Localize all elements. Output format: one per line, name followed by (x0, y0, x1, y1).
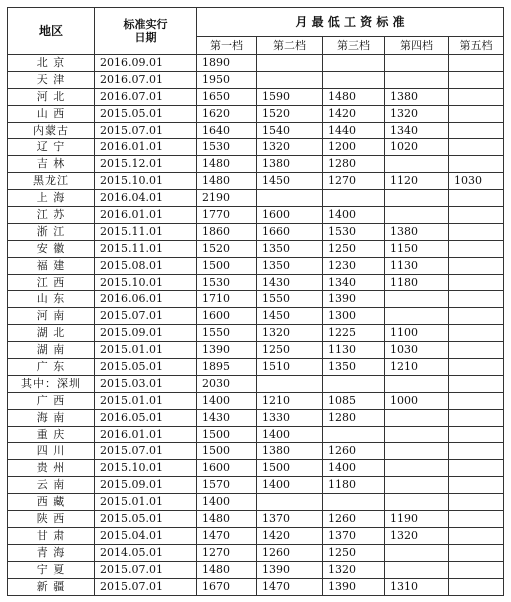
wage-cell: 1350 (257, 240, 323, 257)
wage-cell: 1390 (323, 578, 385, 595)
wage-cell: 1420 (257, 527, 323, 544)
wage-cell: 1320 (257, 139, 323, 156)
region-cell: 广 东 (8, 359, 95, 376)
table-row (8, 257, 504, 274)
table-row (8, 122, 504, 139)
wage-cell: 1280 (323, 156, 385, 173)
wage-cell (449, 105, 504, 122)
date-cell: 2015.11.01 (95, 223, 197, 240)
region-cell: 天 津 (8, 71, 95, 88)
wage-cell (449, 409, 504, 426)
date-cell: 2015.03.01 (95, 375, 197, 392)
table-row (8, 426, 504, 443)
wage-cell (385, 55, 449, 72)
region-cell: 河 北 (8, 88, 95, 105)
date-cell: 2015.05.01 (95, 511, 197, 528)
wage-cell: 1400 (197, 494, 257, 511)
wage-cell (449, 190, 504, 207)
wage-cell (385, 443, 449, 460)
table-row (8, 342, 504, 359)
wage-cell: 1500 (197, 426, 257, 443)
region-cell: 江 苏 (8, 207, 95, 224)
wage-cell: 1270 (197, 544, 257, 561)
region-cell: 安 徽 (8, 240, 95, 257)
wage-cell: 1200 (323, 139, 385, 156)
header-wage-standard: 月 最 低 工 资 标 准 (197, 8, 504, 37)
date-cell: 2015.10.01 (95, 460, 197, 477)
date-cell: 2014.05.01 (95, 544, 197, 561)
wage-cell: 1660 (257, 223, 323, 240)
wage-cell: 1430 (257, 274, 323, 291)
wage-cell: 1340 (385, 122, 449, 139)
wage-cell: 1895 (197, 359, 257, 376)
table-row (8, 443, 504, 460)
date-cell: 2015.08.01 (95, 257, 197, 274)
wage-cell: 1270 (323, 173, 385, 190)
wage-cell: 1310 (385, 578, 449, 595)
tier-header: 第四档 (385, 37, 449, 55)
wage-cell: 1320 (385, 105, 449, 122)
table-row (8, 156, 504, 173)
region-cell: 上 海 (8, 190, 95, 207)
wage-cell (449, 527, 504, 544)
wage-cell (449, 392, 504, 409)
region-cell: 海 南 (8, 409, 95, 426)
wage-cell: 1570 (197, 477, 257, 494)
wage-cell: 1180 (323, 477, 385, 494)
date-cell: 2016.09.01 (95, 55, 197, 72)
wage-cell: 1390 (257, 561, 323, 578)
wage-cell: 1400 (197, 392, 257, 409)
wage-cell: 1300 (323, 308, 385, 325)
wage-cell: 1860 (197, 223, 257, 240)
wage-cell (449, 122, 504, 139)
wage-cell: 1150 (385, 240, 449, 257)
table-row (8, 375, 504, 392)
wage-cell: 1550 (197, 325, 257, 342)
region-cell: 贵 州 (8, 460, 95, 477)
wage-cell (449, 460, 504, 477)
tier-header: 第二档 (257, 37, 323, 55)
wage-cell (385, 71, 449, 88)
wage-cell (385, 190, 449, 207)
wage-cell (385, 291, 449, 308)
wage-cell: 1520 (257, 105, 323, 122)
region-cell: 山 东 (8, 291, 95, 308)
table-row (8, 511, 504, 528)
wage-cell: 1250 (257, 342, 323, 359)
wage-cell: 1330 (257, 409, 323, 426)
region-cell: 湖 北 (8, 325, 95, 342)
wage-cell: 1380 (385, 223, 449, 240)
wage-cell: 1550 (257, 291, 323, 308)
date-cell: 2016.05.01 (95, 409, 197, 426)
date-cell: 2016.04.01 (95, 190, 197, 207)
wage-cell: 1260 (257, 544, 323, 561)
date-cell: 2015.10.01 (95, 274, 197, 291)
table-row (8, 207, 504, 224)
wage-cell: 1450 (257, 308, 323, 325)
date-cell: 2015.09.01 (95, 477, 197, 494)
wage-cell: 1130 (385, 257, 449, 274)
table-row (8, 55, 504, 72)
wage-cell (449, 578, 504, 595)
table-row (8, 578, 504, 595)
wage-cell (449, 257, 504, 274)
region-cell: 四 川 (8, 443, 95, 460)
wage-cell: 1600 (197, 460, 257, 477)
table-row (8, 190, 504, 207)
wage-cell (385, 460, 449, 477)
wage-cell: 1440 (323, 122, 385, 139)
wage-cell: 1470 (257, 578, 323, 595)
wage-cell (449, 308, 504, 325)
wage-cell (449, 494, 504, 511)
date-cell: 2016.01.01 (95, 139, 197, 156)
minimum-wage-table (7, 7, 504, 596)
wage-cell: 1530 (323, 223, 385, 240)
table-row (8, 274, 504, 291)
region-cell: 其中：深圳 (8, 375, 95, 392)
wage-cell (449, 477, 504, 494)
wage-cell (257, 375, 323, 392)
table-row (8, 223, 504, 240)
header-date (95, 8, 197, 55)
wage-cell: 1260 (323, 443, 385, 460)
wage-cell (257, 71, 323, 88)
wage-cell (449, 544, 504, 561)
wage-cell: 1210 (385, 359, 449, 376)
wage-cell: 1520 (197, 240, 257, 257)
wage-cell: 1390 (323, 291, 385, 308)
wage-cell: 1480 (197, 511, 257, 528)
wage-cell (385, 308, 449, 325)
wage-cell: 1210 (257, 392, 323, 409)
tier-header: 第三档 (323, 37, 385, 55)
table-row (8, 105, 504, 122)
wage-cell: 1950 (197, 71, 257, 88)
wage-cell: 1100 (385, 325, 449, 342)
wage-cell: 1480 (197, 561, 257, 578)
wage-cell: 1890 (197, 55, 257, 72)
wage-cell (385, 494, 449, 511)
wage-cell: 1020 (385, 139, 449, 156)
wage-cell: 1260 (323, 511, 385, 528)
wage-cell (323, 71, 385, 88)
wage-cell: 1470 (197, 527, 257, 544)
wage-cell: 1350 (323, 359, 385, 376)
wage-cell (323, 375, 385, 392)
region-cell: 西 藏 (8, 494, 95, 511)
date-cell: 2016.06.01 (95, 291, 197, 308)
wage-cell (385, 409, 449, 426)
wage-cell (449, 139, 504, 156)
wage-cell: 1370 (257, 511, 323, 528)
wage-cell: 1350 (257, 257, 323, 274)
region-cell: 黑龙江 (8, 173, 95, 190)
wage-cell (449, 274, 504, 291)
wage-cell: 1420 (323, 105, 385, 122)
date-cell: 2015.11.01 (95, 240, 197, 257)
wage-cell: 1085 (323, 392, 385, 409)
wage-cell (385, 544, 449, 561)
region-cell: 青 海 (8, 544, 95, 561)
wage-cell: 1590 (257, 88, 323, 105)
date-cell: 2015.07.01 (95, 561, 197, 578)
table-row (8, 139, 504, 156)
wage-cell (385, 156, 449, 173)
wage-cell: 1500 (197, 257, 257, 274)
wage-cell: 1390 (197, 342, 257, 359)
wage-cell: 2190 (197, 190, 257, 207)
date-cell: 2015.05.01 (95, 105, 197, 122)
date-cell: 2015.10.01 (95, 173, 197, 190)
wage-cell (323, 426, 385, 443)
wage-cell: 1280 (323, 409, 385, 426)
wage-cell: 1340 (323, 274, 385, 291)
wage-cell: 1770 (197, 207, 257, 224)
region-cell: 甘 肃 (8, 527, 95, 544)
wage-cell: 1510 (257, 359, 323, 376)
wage-cell: 1000 (385, 392, 449, 409)
wage-cell (449, 88, 504, 105)
wage-cell: 1030 (385, 342, 449, 359)
wage-cell: 1530 (197, 139, 257, 156)
region-cell: 新 疆 (8, 578, 95, 595)
table-row (8, 409, 504, 426)
wage-cell: 1640 (197, 122, 257, 139)
wage-cell (323, 190, 385, 207)
wage-cell: 1530 (197, 274, 257, 291)
wage-cell: 2030 (197, 375, 257, 392)
wage-cell (323, 494, 385, 511)
region-cell: 云 南 (8, 477, 95, 494)
wage-cell (449, 325, 504, 342)
table-row (8, 291, 504, 308)
wage-cell: 1480 (197, 156, 257, 173)
date-cell: 2015.07.01 (95, 308, 197, 325)
wage-cell: 1380 (257, 156, 323, 173)
header-date-line1: 标准实行 (123, 18, 168, 31)
table-row (8, 71, 504, 88)
header-region: 地区 (8, 8, 95, 55)
wage-cell: 1400 (257, 426, 323, 443)
region-cell: 内蒙古 (8, 122, 95, 139)
wage-cell: 1540 (257, 122, 323, 139)
date-cell: 2016.01.01 (95, 207, 197, 224)
date-cell: 2016.07.01 (95, 71, 197, 88)
region-cell: 浙 江 (8, 223, 95, 240)
wage-cell (323, 55, 385, 72)
table-row (8, 240, 504, 257)
wage-cell: 1130 (323, 342, 385, 359)
wage-cell (449, 511, 504, 528)
region-cell: 湖 南 (8, 342, 95, 359)
table-row (8, 359, 504, 376)
wage-cell: 1320 (257, 325, 323, 342)
wage-cell: 1120 (385, 173, 449, 190)
table-row (8, 561, 504, 578)
header-row (8, 8, 504, 37)
tier-header: 第一档 (197, 37, 257, 55)
date-cell: 2015.04.01 (95, 527, 197, 544)
wage-cell (449, 426, 504, 443)
wage-cell: 1180 (385, 274, 449, 291)
wage-cell (449, 207, 504, 224)
wage-cell: 1480 (323, 88, 385, 105)
wage-cell: 1320 (385, 527, 449, 544)
wage-cell (449, 291, 504, 308)
wage-cell: 1400 (323, 207, 385, 224)
wage-cell: 1500 (197, 443, 257, 460)
wage-cell: 1600 (257, 207, 323, 224)
wage-cell: 1380 (257, 443, 323, 460)
date-cell: 2016.01.01 (95, 426, 197, 443)
date-cell: 2015.01.01 (95, 494, 197, 511)
date-cell: 2015.05.01 (95, 359, 197, 376)
table-row (8, 173, 504, 190)
wage-cell (449, 71, 504, 88)
date-cell: 2015.09.01 (95, 325, 197, 342)
table-row (8, 460, 504, 477)
wage-cell (257, 55, 323, 72)
wage-cell: 1250 (323, 544, 385, 561)
region-cell: 河 南 (8, 308, 95, 325)
date-cell: 2016.07.01 (95, 88, 197, 105)
wage-cell (257, 190, 323, 207)
wage-cell: 1430 (197, 409, 257, 426)
wage-cell: 1370 (323, 527, 385, 544)
wage-cell (257, 494, 323, 511)
wage-cell: 1320 (323, 561, 385, 578)
wage-cell: 1225 (323, 325, 385, 342)
wage-cell: 1500 (257, 460, 323, 477)
table-row (8, 494, 504, 511)
table-row (8, 88, 504, 105)
table-row (8, 527, 504, 544)
region-cell: 辽 宁 (8, 139, 95, 156)
wage-cell (385, 207, 449, 224)
wage-cell: 1380 (385, 88, 449, 105)
wage-cell (449, 561, 504, 578)
region-cell: 吉 林 (8, 156, 95, 173)
region-cell: 宁 夏 (8, 561, 95, 578)
wage-cell: 1190 (385, 511, 449, 528)
region-cell: 重 庆 (8, 426, 95, 443)
date-cell: 2015.01.01 (95, 392, 197, 409)
wage-cell (385, 426, 449, 443)
wage-cell (449, 55, 504, 72)
wage-cell: 1650 (197, 88, 257, 105)
wage-table-container (7, 7, 504, 596)
wage-cell (385, 561, 449, 578)
wage-cell: 1230 (323, 257, 385, 274)
region-cell: 广 西 (8, 392, 95, 409)
date-cell: 2015.01.01 (95, 342, 197, 359)
wage-cell (449, 375, 504, 392)
wage-cell (449, 240, 504, 257)
table-body (8, 55, 504, 596)
table-row (8, 477, 504, 494)
wage-cell: 1450 (257, 173, 323, 190)
wage-cell: 1600 (197, 308, 257, 325)
table-row (8, 325, 504, 342)
table-row (8, 308, 504, 325)
region-cell: 北 京 (8, 55, 95, 72)
date-cell: 2015.07.01 (95, 443, 197, 460)
region-cell: 陕 西 (8, 511, 95, 528)
wage-cell (449, 359, 504, 376)
wage-cell: 1030 (449, 173, 504, 190)
wage-cell: 1250 (323, 240, 385, 257)
table-row (8, 544, 504, 561)
table-row (8, 392, 504, 409)
wage-cell: 1400 (257, 477, 323, 494)
wage-cell (449, 156, 504, 173)
date-cell: 2015.12.01 (95, 156, 197, 173)
wage-cell (449, 342, 504, 359)
wage-cell (449, 223, 504, 240)
wage-cell (385, 375, 449, 392)
region-cell: 江 西 (8, 274, 95, 291)
tier-header: 第五档 (449, 37, 504, 55)
wage-cell: 1620 (197, 105, 257, 122)
header-date-line2: 日期 (134, 31, 157, 44)
wage-cell: 1710 (197, 291, 257, 308)
date-cell: 2015.07.01 (95, 122, 197, 139)
wage-cell: 1400 (323, 460, 385, 477)
wage-cell (449, 443, 504, 460)
wage-cell: 1670 (197, 578, 257, 595)
date-cell: 2015.07.01 (95, 578, 197, 595)
region-cell: 福 建 (8, 257, 95, 274)
wage-cell (385, 477, 449, 494)
region-cell: 山 西 (8, 105, 95, 122)
wage-cell: 1480 (197, 173, 257, 190)
